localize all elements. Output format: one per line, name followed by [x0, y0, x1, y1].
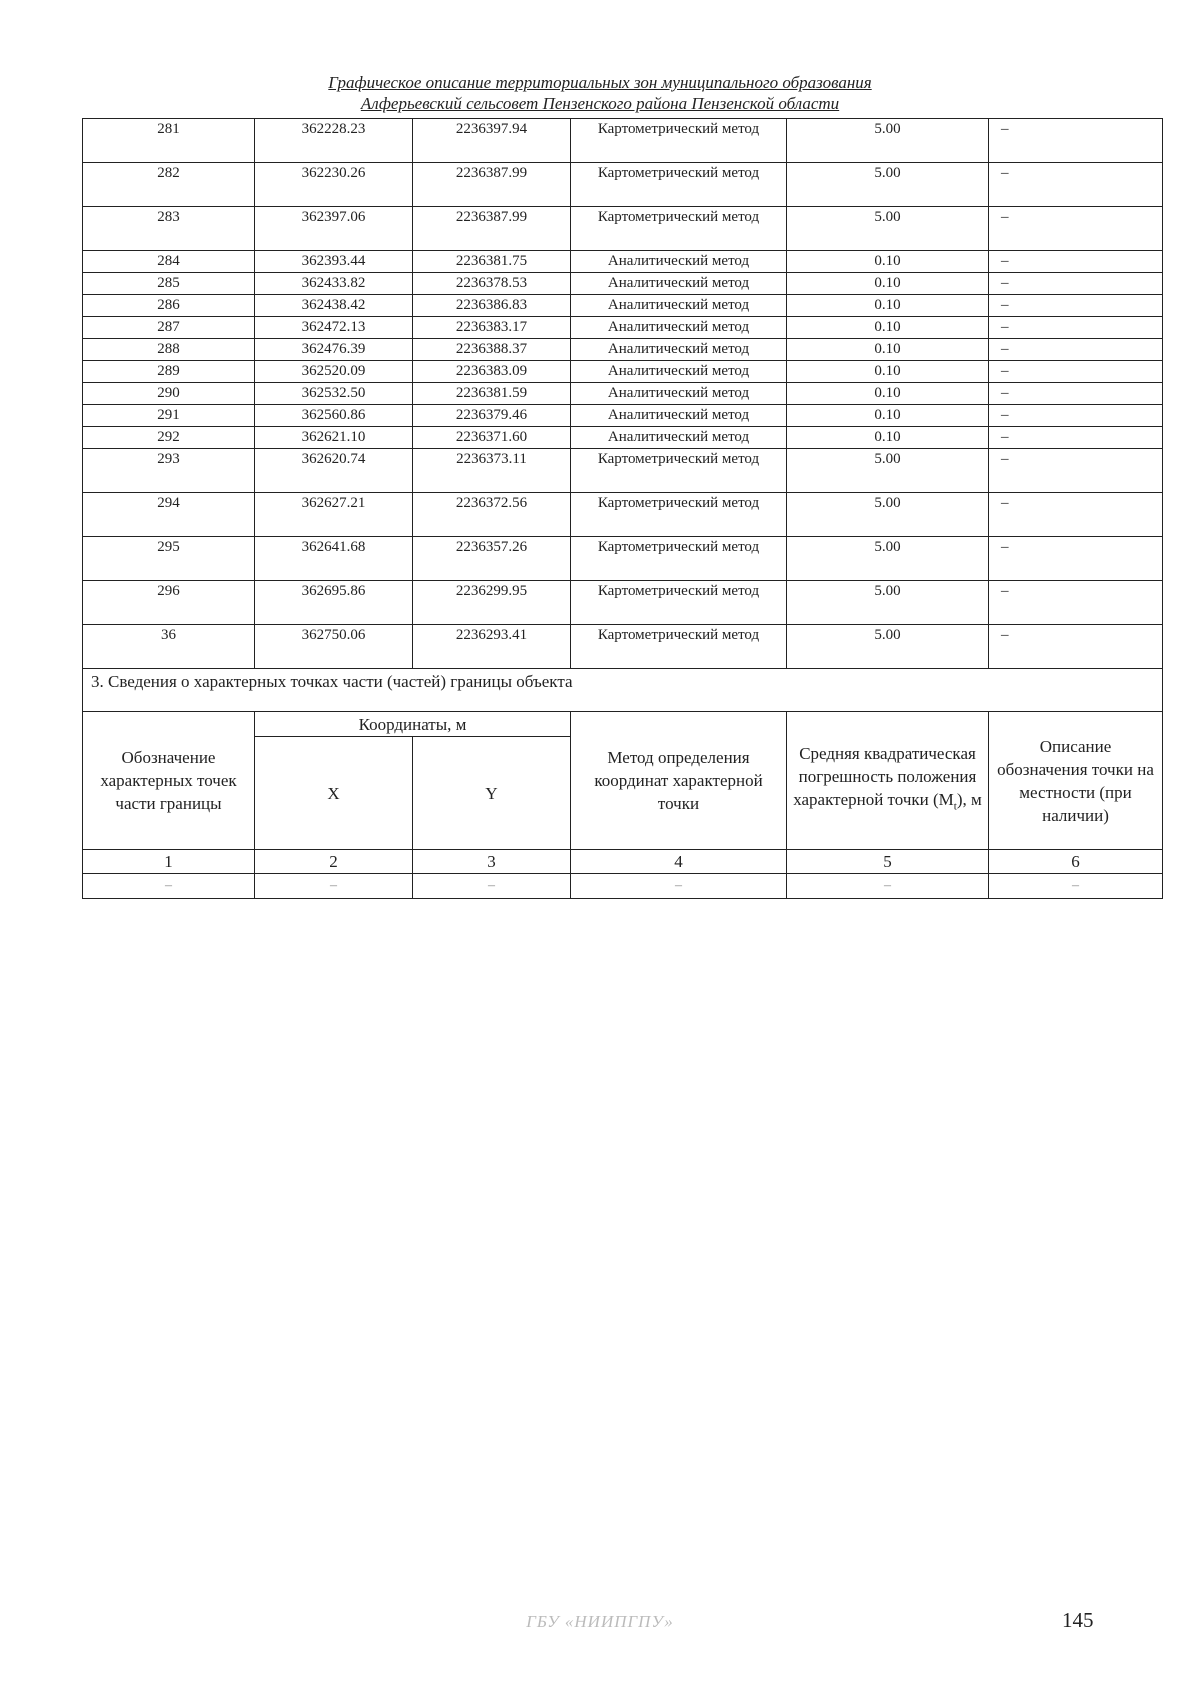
table-row [83, 273, 1163, 295]
table-row [83, 537, 1163, 581]
column-number: 1 [83, 850, 255, 874]
error-cell: 0.10 [787, 317, 989, 339]
method-cell: Аналитический метод [571, 295, 787, 317]
column-header-x: X [255, 737, 413, 850]
error-cell: 5.00 [787, 163, 989, 207]
error-cell: 0.10 [787, 295, 989, 317]
y-coordinate-cell: 2236373.11 [413, 449, 571, 493]
error-cell: 5.00 [787, 493, 989, 537]
method-cell: Аналитический метод [571, 427, 787, 449]
y-coordinate-cell: 2236381.75 [413, 251, 571, 273]
point-id-cell: 294 [83, 493, 255, 537]
y-coordinate-cell: 2236357.26 [413, 537, 571, 581]
error-cell: 0.10 [787, 405, 989, 427]
empty-data-row [83, 874, 1163, 899]
point-id-cell: 286 [83, 295, 255, 317]
description-cell: – [989, 119, 1163, 163]
y-coordinate-cell: 2236397.94 [413, 119, 571, 163]
method-cell: Аналитический метод [571, 383, 787, 405]
y-coordinate-cell: 2236379.46 [413, 405, 571, 427]
description-cell: – [989, 251, 1163, 273]
error-cell: 5.00 [787, 119, 989, 163]
method-cell: Картометрический метод [571, 625, 787, 669]
header-line-1: Графическое описание территориальных зон муниципального образования [328, 73, 872, 92]
x-coordinate-cell: 362520.09 [255, 361, 413, 383]
description-cell: – [989, 163, 1163, 207]
method-cell: Картометрический метод [571, 163, 787, 207]
point-id-cell: 291 [83, 405, 255, 427]
method-cell: Аналитический метод [571, 405, 787, 427]
x-coordinate-cell: 362438.42 [255, 295, 413, 317]
coordinates-table [82, 118, 1163, 899]
empty-cell: – [787, 874, 989, 899]
y-coordinate-cell: 2236383.17 [413, 317, 571, 339]
y-coordinate-cell: 2236372.56 [413, 493, 571, 537]
error-cell: 5.00 [787, 207, 989, 251]
table-row [83, 339, 1163, 361]
method-cell: Аналитический метод [571, 317, 787, 339]
error-cell: 0.10 [787, 273, 989, 295]
method-cell: Картометрический метод [571, 581, 787, 625]
error-cell: 5.00 [787, 581, 989, 625]
x-coordinate-cell: 362230.26 [255, 163, 413, 207]
point-id-cell: 36 [83, 625, 255, 669]
column-header-point: Обозначение характерных точек части границы [83, 712, 255, 850]
column-numbers-row [83, 850, 1163, 874]
column-number: 3 [413, 850, 571, 874]
table-row [83, 383, 1163, 405]
section-3 [83, 669, 1163, 899]
y-coordinate-cell: 2236387.99 [413, 207, 571, 251]
error-cell: 0.10 [787, 383, 989, 405]
y-coordinate-cell: 2236378.53 [413, 273, 571, 295]
table-row [83, 295, 1163, 317]
point-id-cell: 293 [83, 449, 255, 493]
column-number: 5 [787, 850, 989, 874]
section-3-title: 3. Сведения о характерных точках части (частей) границы объекта [83, 669, 1163, 712]
y-coordinate-cell: 2236381.59 [413, 383, 571, 405]
point-id-cell: 292 [83, 427, 255, 449]
description-cell: – [989, 273, 1163, 295]
x-coordinate-cell: 362397.06 [255, 207, 413, 251]
method-cell: Картометрический метод [571, 537, 787, 581]
method-cell: Картометрический метод [571, 493, 787, 537]
column-header-error-label: Средняя квадратическая погрешность положения характерной точки $(M_t)$, м [793, 744, 982, 813]
x-coordinate-cell: 362560.86 [255, 405, 413, 427]
method-cell: Картометрический метод [571, 449, 787, 493]
x-coordinate-cell: 362472.13 [255, 317, 413, 339]
y-coordinate-cell: 2236299.95 [413, 581, 571, 625]
x-coordinate-cell: 362750.06 [255, 625, 413, 669]
description-cell: – [989, 449, 1163, 493]
method-cell: Аналитический метод [571, 339, 787, 361]
x-coordinate-cell: 362695.86 [255, 581, 413, 625]
column-number: 2 [255, 850, 413, 874]
error-cell: 5.00 [787, 449, 989, 493]
table-row [83, 625, 1163, 669]
description-cell: – [989, 339, 1163, 361]
description-cell: – [989, 207, 1163, 251]
description-cell: – [989, 383, 1163, 405]
column-header-y: Y [413, 737, 571, 850]
point-id-cell: 283 [83, 207, 255, 251]
y-coordinate-cell: 2236388.37 [413, 339, 571, 361]
x-coordinate-cell: 362627.21 [255, 493, 413, 537]
table-row [83, 163, 1163, 207]
x-coordinate-cell: 362532.50 [255, 383, 413, 405]
column-header-description: Описание обозначения точки на местности (при наличии) [989, 712, 1163, 850]
point-id-cell: 281 [83, 119, 255, 163]
method-cell: Картометрический метод [571, 207, 787, 251]
empty-cell: – [571, 874, 787, 899]
point-id-cell: 287 [83, 317, 255, 339]
description-cell: – [989, 625, 1163, 669]
empty-cell: – [255, 874, 413, 899]
method-cell: Картометрический метод [571, 119, 787, 163]
description-cell: – [989, 493, 1163, 537]
header-line-2: Алферьевский сельсовет Пензенского района Пензенской области [360, 94, 840, 113]
table-row [83, 427, 1163, 449]
x-coordinate-cell: 362433.82 [255, 273, 413, 295]
footer-organization: ГБУ «НИИПГПУ» [526, 1612, 674, 1631]
point-id-cell: 284 [83, 251, 255, 273]
table-row [83, 493, 1163, 537]
x-coordinate-cell: 362621.10 [255, 427, 413, 449]
x-coordinate-cell: 362228.23 [255, 119, 413, 163]
empty-cell: – [83, 874, 255, 899]
method-cell: Аналитический метод [571, 251, 787, 273]
empty-cell: – [413, 874, 571, 899]
error-cell: 5.00 [787, 625, 989, 669]
description-cell: – [989, 581, 1163, 625]
point-id-cell: 288 [83, 339, 255, 361]
x-coordinate-cell: 362393.44 [255, 251, 413, 273]
description-cell: – [989, 537, 1163, 581]
document-header [0, 72, 1200, 114]
y-coordinate-cell: 2236293.41 [413, 625, 571, 669]
y-coordinate-cell: 2236386.83 [413, 295, 571, 317]
y-coordinate-cell: 2236383.09 [413, 361, 571, 383]
description-cell: – [989, 295, 1163, 317]
error-cell: 0.10 [787, 251, 989, 273]
error-cell: 0.10 [787, 339, 989, 361]
column-number: 4 [571, 850, 787, 874]
y-coordinate-cell: 2236387.99 [413, 163, 571, 207]
error-cell: 5.00 [787, 537, 989, 581]
column-number: 6 [989, 850, 1163, 874]
point-id-cell: 285 [83, 273, 255, 295]
point-id-cell: 282 [83, 163, 255, 207]
table-row [83, 361, 1163, 383]
table-row [83, 581, 1163, 625]
x-coordinate-cell: 362620.74 [255, 449, 413, 493]
table-row [83, 317, 1163, 339]
error-cell: 0.10 [787, 361, 989, 383]
point-id-cell: 289 [83, 361, 255, 383]
column-header-coordinates: Координаты, м [255, 712, 571, 737]
point-id-cell: 296 [83, 581, 255, 625]
x-coordinate-cell: 362641.68 [255, 537, 413, 581]
empty-cell: – [989, 874, 1163, 899]
table-row [83, 119, 1163, 163]
table-row [83, 207, 1163, 251]
error-cell: 0.10 [787, 427, 989, 449]
column-header-error [787, 712, 989, 850]
method-cell: Аналитический метод [571, 361, 787, 383]
table-row [83, 405, 1163, 427]
point-id-cell: 295 [83, 537, 255, 581]
table-row [83, 449, 1163, 493]
description-cell: – [989, 427, 1163, 449]
description-cell: – [989, 361, 1163, 383]
table-row [83, 251, 1163, 273]
column-header-method: Метод определения координат характерной точки [571, 712, 787, 850]
description-cell: – [989, 405, 1163, 427]
x-coordinate-cell: 362476.39 [255, 339, 413, 361]
y-coordinate-cell: 2236371.60 [413, 427, 571, 449]
coordinates-rows [83, 119, 1163, 669]
description-cell: – [989, 317, 1163, 339]
method-cell: Аналитический метод [571, 273, 787, 295]
point-id-cell: 290 [83, 383, 255, 405]
page-number: 145 [1062, 1608, 1094, 1632]
